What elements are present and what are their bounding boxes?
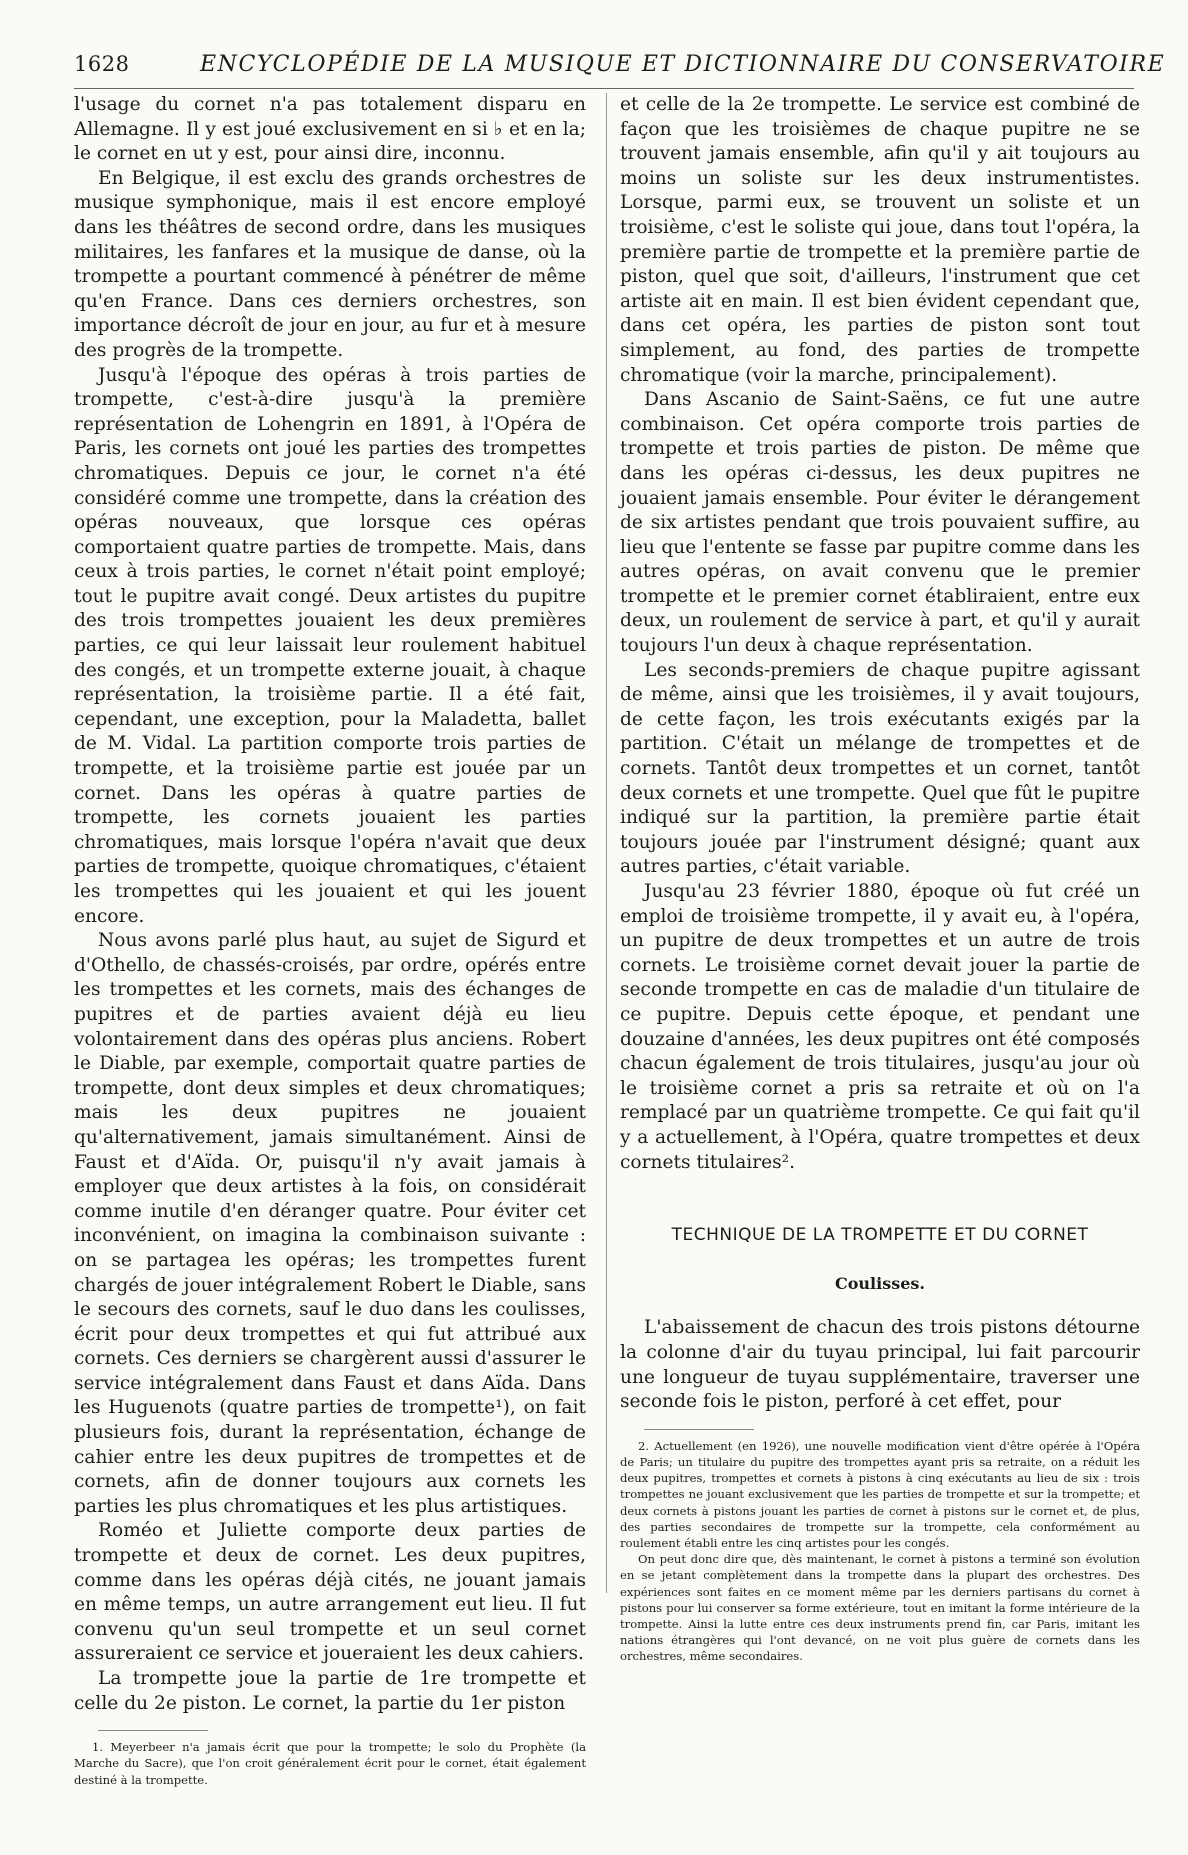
right-column — [620, 93, 1140, 1665]
body-paragraph: Dans Ascanio de Saint-Saëns, ce fut une autre combinaison. Cet opéra comporte trois parties de trompette et trois parties de piston. De même que dans les opéras ci-dessus, les deux pupitres ne jouaient jamais ensemble. Pour éviter le dérangement de six artistes pendant que trois pouvaient suffire, au lieu que l'entente se fasse par pupitre comme dans les autres opéras, on avait convenu que le premier trompette et le premier cornet établiraient, entre eux deux, un roulement de service à part, et qu'il y aurait toujours l'un deux à chaque représentation. — [620, 389, 1140, 657]
column-divider — [606, 93, 607, 1593]
section-subtitle: Coulisses. — [835, 1273, 925, 1293]
body-paragraph: Nous avons parlé plus haut, au sujet de Sigurd et d'Othello, de chassés-croisés, par ordre, opérés entre les trompettes et les cornets, mais des échanges de pupitres et de parties avaient déjà eu lieu volontairement dans des opéras plus anciens. Robert le Diable, par exemple, comportait quatre parties de trompette, dont deux simples et deux chromatiques; mais les deux pupitres ne jouaient qu'alternativement, jamais simultanément. Ainsi de Faust et d'Aïda. Or, puisqu'il n'y avait jamais à employer que deux artistes à la fois, on considérait comme inutile d'en déranger quatre. Pour éviter cet inconvénient, on imagina la combinaison suivante : on se partagea les opéras; les trompettes furent chargés de jouer intégralement Robert le Diable, sans le secours des cornets, sauf le duo dans les coulisses, écrit pour deux trompettes et qui fut attribué aux cornets. Ces derniers se chargèrent aussi d'assurer le service intégralement dans Faust et dans Aïda. Dans les Huguenots (quatre parties de trompette¹), on fait plusieurs fois, durant la représentation, échange de cahier entre les deux pupitres de trompettes et de cornets, afin de donner toujours aux cornets les parties les plus chromatiques et les plus artistiques. — [74, 930, 586, 1517]
body-paragraph: et celle de la 2e trompette. Le service est combiné de façon que les troisièmes de chaque pupitre ne se trouvent jamais ensemble, afin qu'il y ait toujours au moins un soliste sur les deux instrumentistes. Lorsque, parmi eux, se trouvent un soliste et un troisième, c'est le soliste qui joue, dans tout l'opéra, la première partie de trompette et la première partie de piston, quel que soit, d'ailleurs, l'instrument que cet artiste ait en main. Il est bien évident cependant que, dans cet opéra, les parties de piston sont tout simplement, au fond, des parties de trompette chromatique (voir la marche, principalement). — [620, 94, 1140, 386]
footnote-2-continued: On peut donc dire que, dès maintenant, le cornet à pistons a terminé son évolution en se jetant complètement dans la trompette dans la plupart des orchestres. Des expériences sont faites en ce moment même par les derniers partisans du cornet à pistons pour lui conserver sa forme extérieure, tout en imitant la forme intérieure de la trompette. Ainsi la lutte entre ces deux instruments prend fin, car Paris, imitant les nations étrangères qui l'ont devancé, on ne voit plus guère de cornets dans les orchestres, même secondaires. — [620, 1552, 1140, 1664]
body-paragraph: En Belgique, il est exclu des grands orchestres de musique symphonique, mais il est encore employé dans les théâtres de second ordre, dans les musiques militaires, les fanfares et la musique de danse, où la trompette a pourtant commencé à pénétrer de même qu'en France. Dans ces derniers orchestres, son importance décroît de jour en jour, au fur et à mesure des progrès de la trompette. — [74, 167, 586, 361]
running-title: ENCYCLOPÉDIE DE LA MUSIQUE ET DICTIONNAIRE DU CONSERVATOIRE — [200, 52, 1166, 77]
body-paragraph: l'usage du cornet n'a pas totalement disparu en Allemagne. Il y est joué exclusivement en si ♭ et en la; le cornet en ut y est, pour ainsi dire, inconnu. — [74, 94, 586, 165]
running-header — [74, 50, 1166, 80]
header-rule — [74, 88, 1134, 89]
page-number: 1628 — [74, 52, 130, 76]
footnote-block — [74, 1739, 586, 1788]
footnote-rule — [98, 1730, 208, 1731]
body-paragraph: L'abaissement de chacun des trois pistons détourne la colonne d'air du tuyau principal, lui fait parcourir une longueur de tuyau supplémentaire, traverser une seconde fois le piston, perforé à cet effet, pour — [620, 1317, 1140, 1413]
footnote-rule — [644, 1429, 754, 1430]
footnote-2: 2. Actuellement (en 1926), une nouvelle modification vient d'être opérée à l'Opéra de Paris; un titulaire du pupitre des trompettes ayant pris sa retraite, on a réduit les deux pupitres, trompettes et cornets à pistons à cinq exécutants au lieu de six : trois trompettes ne jouant exclusivement que les parties de trompette et sur la trompette; et deux cornets à pistons jouant les parties de cornet à pistons sur le cornet et, de plus, des parties secondaires de trompette sur la trompette, cela conformément au roulement établi entre les cinq artistes pour les congés. — [620, 1438, 1140, 1550]
body-paragraph: Roméo et Juliette comporte deux parties de trompette et deux de cornet. Les deux pupitres, comme dans les opéras déjà cités, ne jouant jamais en même temps, un autre arrangement eut lieu. Il fut convenu qu'un seul trompette et un seul cornet assureraient ce service et joueraient les deux cahiers. — [74, 1520, 586, 1665]
left-column — [74, 93, 586, 1788]
footnote-1: 1. Meyerbeer n'a jamais écrit que pour la trompette; le solo du Prophète (la Marche du Sacre), que l'on croit généralement écrit pour le cornet, était également destiné à la trompette. — [74, 1740, 586, 1787]
body-paragraph: Les seconds-premiers de chaque pupitre agissant de même, ainsi que les troisièmes, il y avait toujours, de cette façon, les trois exécutants exigés par la partition. C'était un mélange de trompettes et de cornets. Tantôt deux trompettes et un cornet, tantôt deux cornets et une trompette. Quel que fût le pupitre indiqué sur la partition, la première partie était toujours jouée par l'instrument désigné; quant aux autres parties, c'était variable. — [620, 659, 1140, 878]
body-paragraph: Jusqu'au 23 février 1880, époque où fut créé un emploi de troisième trompette, il y avait eu, à l'opéra, un pupitre de deux trompettes et un autre de trois cornets. Le troisième cornet devait jouer la partie de seconde trompette en cas de maladie d'un titulaire de ce pupitre. Depuis cette époque, et pendant une douzaine d'années, les deux pupitres ont été composés chacun également de trois titulaires, jusqu'au jour où le troisième cornet a pris sa retraite et où on l'a remplacé par un quatrième trompette. Ce qui fait qu'il y a actuellement, à l'Opéra, quatre trompettes et deux cornets titulaires². — [620, 881, 1140, 1173]
body-paragraph: La trompette joue la partie de 1re trompette et celle du 2e piston. Le cornet, la partie du 1er piston — [74, 1668, 586, 1714]
body-paragraph: Jusqu'à l'époque des opéras à trois parties de trompette, c'est-à-dire jusqu'à la première représentation de Lohengrin en 1891, à l'Opéra de Paris, les cornets ont joué les parties des trompettes chromatiques. Depuis ce jour, le cornet n'a été considéré comme une trompette, dans la création des opéras nouveaux, que lorsque ces opéras comportaient quatre parties de trompette. Mais, dans ceux à trois parties, le cornet n'était point employé; tout le pupitre avait congé. Deux artistes du pupitre des trois trompettes jouaient les deux premières parties, ce qui leur laissait leur roulement habituel des congés, et un trompette externe jouait, à chaque représentation, la troisième partie. Il a été fait, cependant, une exception, pour la Maladetta, ballet de M. Vidal. La partition comporte trois parties de trompette, et la troisième partie est jouée par un cornet. Dans les opéras à quatre parties de trompette, les cornets jouaient les parties chromatiques, mais lorsque l'opéra n'avait que deux parties de trompette, quoique chromatiques, c'étaient les trompettes qui les jouaient et qui les jouent encore. — [74, 364, 586, 927]
footnote-block — [620, 1438, 1140, 1665]
section-title: TECHNIQUE DE LA TROMPETTE ET DU CORNET — [671, 1225, 1089, 1246]
